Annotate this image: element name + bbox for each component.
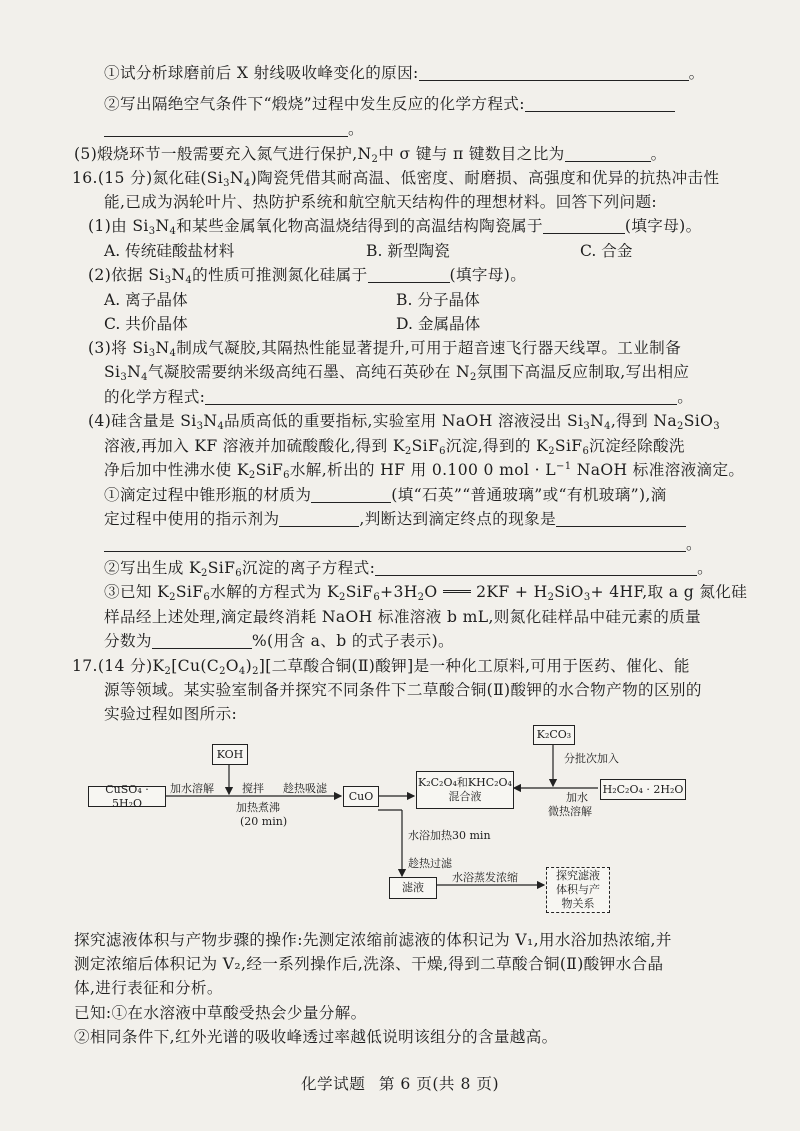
q16-part2: (2)依据 $Si_3N_4$的性质可推测氮化硅属于 (填字母)。 — [88, 266, 527, 286]
label-stir: 搅拌 — [242, 782, 264, 795]
q16-part4-s1-l2: 定过程中使用的指示剂为 ,判断达到滴定终点的现象是 — [104, 508, 686, 530]
q16-p2-option-c: C. 共价晶体 — [104, 315, 188, 333]
label-water-bath: 水浴加热30 min — [408, 829, 491, 842]
q15-part5: (5)煅烧环节一般需要充入氮气进行保护$,N_2$中 σ 键与 π 键数目之比为 。 — [74, 145, 667, 165]
q16-part4-s2: ②写出生成 $K_2SiF_6$沉淀的离子方程式: 。 — [104, 559, 714, 579]
q15-sub1: ①试分析球磨前后 X 射线吸收峰变化的原因: 。 — [104, 64, 705, 82]
q17-known-2: ②相同条件下,红外光谱的吸收峰透过率越低说明该组分的含量越高。 — [74, 1028, 558, 1046]
q16-intro-1: 16.(15 分)氮化硅$(Si_3N_4)$陶瓷凭借其耐高温、低密度、耐磨损、高强度和优异的抗热冲击性 — [72, 169, 720, 189]
q17-intro-2: 源等领域。某实验室制备并探究不同条件下二草酸合铜(Ⅱ)酸钾的水合物产物的区别的 — [104, 681, 702, 699]
label-evaporate: 水浴蒸发浓缩 — [452, 871, 518, 884]
node-k2co3: K₂CO₃ — [533, 725, 575, 745]
label-batch-add: 分批次加入 — [564, 752, 619, 765]
q16-p1-option-b: B. 新型陶瓷 — [366, 242, 450, 260]
q16-part4-s1-l3: 。 — [104, 533, 702, 555]
q16-part4-s1-l1: ①滴定过程中锥形瓶的材质为 (填“石英”“普通玻璃”或“有机玻璃”),滴 — [104, 486, 667, 504]
footer-page-number: 第 6 页(共 8 页) — [378, 1075, 500, 1093]
node-mixture: K₂C₂O₄和KHC₂O₄ 混合液 — [416, 771, 514, 809]
node-filtrate: 滤液 — [389, 877, 437, 899]
q17-operation-3: 体,进行表征和分析。 — [74, 979, 223, 997]
node-cuo: CuO — [343, 786, 379, 807]
label-micro-heat: 微热溶解 — [548, 805, 592, 818]
label-hot-filter: 趁热吸滤 — [283, 782, 327, 795]
q16-part3-l2: $Si_3N_4$气凝胶需要纳米级高纯石墨、高纯石英砂在 $N_2$氛围下高温反应制取,写出相应 — [104, 363, 690, 383]
q16-part3-l3: 的化学方程式: 。 — [104, 388, 694, 406]
q16-part3-l1: (3)将 $Si_3N_4$制成气凝胶,其隔热性能显著提升,可用于超音速飞行器天线罩。工业制备 — [88, 339, 682, 359]
q16-p2-option-d: D. 金属晶体 — [396, 315, 481, 333]
q16-part4-l3: 净后加中性沸水使 $K_2SiF_6$水解,析出的 HF 用 0.100 0 mol · $L^{-1}$ NaOH 标准溶液滴定。 — [104, 461, 745, 481]
label-heat-boil: 加热煮沸 — [236, 801, 280, 814]
q16-p2-option-b: B. 分子晶体 — [396, 291, 480, 309]
q16-part4-s3-l1: ③已知 $K_2SiF_6$水解的方程式为 $K_2SiF_6+3H_2O$ $2KF + H_2SiO_3+ 4HF$,取 a g 氮化硅 — [104, 583, 748, 603]
node-explore: 探究滤液 体积与产 物关系 — [546, 867, 610, 913]
node-cuso4: CuSO₄ · 5H₂O — [88, 786, 166, 807]
q17-known-1: 已知:①在水溶液中草酸受热会少量分解。 — [74, 1004, 367, 1022]
q15-sub2: ②写出隔绝空气条件下“煅烧”过程中发生反应的化学方程式: — [104, 93, 675, 115]
page-footer — [0, 1072, 800, 1094]
label-add-water-2: 加水 — [566, 791, 588, 804]
q16-part4-l2: 溶液,再加入 KF 溶液并加硫酸酸化,得到 $K_2SiF_6$沉淀,得到的 $K_2SiF_6$沉淀经除酸洗 — [104, 437, 685, 457]
q17-operation-2: 测定浓缩后体积记为 V₂,经一系列操作后,洗涤、干燥,得到二草酸合铜(Ⅱ)酸钾水合晶 — [74, 955, 664, 973]
node-koh: KOH — [212, 744, 248, 765]
q16-p2-option-a: A. 离子晶体 — [104, 291, 188, 309]
label-heat-time: (20 min) — [240, 815, 288, 828]
q16-part4-s3-l2: 样品经上述处理,滴定最终消耗 NaOH 标准溶液 b mL,则氮化硅样品中硅元素的质量 — [104, 608, 702, 626]
label-add-water: 加水溶解 — [170, 782, 214, 795]
label-hot-filter-2: 趁热过滤 — [408, 857, 452, 870]
q16-intro-2: 能,已成为涡轮叶片、热防护系统和航空航天结构件的理想材料。回答下列问题: — [104, 193, 657, 211]
q16-part4-s3-l3: 分数为 %(用含 a、b 的式子表示)。 — [104, 632, 454, 650]
q16-p1-option-a: A. 传统硅酸盐材料 — [104, 242, 235, 260]
q15-sub2-cont: 。 — [104, 118, 364, 140]
footer-subject: 化学试题 — [300, 1075, 366, 1093]
q17-intro-1: 17.(14 分)$K_2[Cu(C_2O_4)_2]$[二草酸合铜(Ⅱ)酸钾]是一种化工原料,可用于医药、催化、能 — [72, 657, 690, 677]
q16-p1-option-c: C. 合金 — [580, 242, 633, 260]
q17-intro-3: 实验过程如图所示: — [104, 705, 238, 723]
node-h2c2o4: H₂C₂O₄ · 2H₂O — [600, 779, 686, 800]
q17-operation-1: 探究滤液体积与产物步骤的操作:先测定浓缩前滤液的体积记为 V₁,用水浴加热浓缩,并 — [74, 931, 672, 949]
q16-part4-l1: (4)硅含量是 $Si_3N_4$品质高低的重要指标,实验室用 NaOH 溶液浸出 $Si_3N_4$,得到 $Na_2SiO_3$ — [88, 412, 720, 432]
q16-part1: (1)由 $Si_3N_4$和某些金属氧化物高温烧结得到的高温结构陶瓷属于 (填字母)。 — [88, 217, 702, 237]
